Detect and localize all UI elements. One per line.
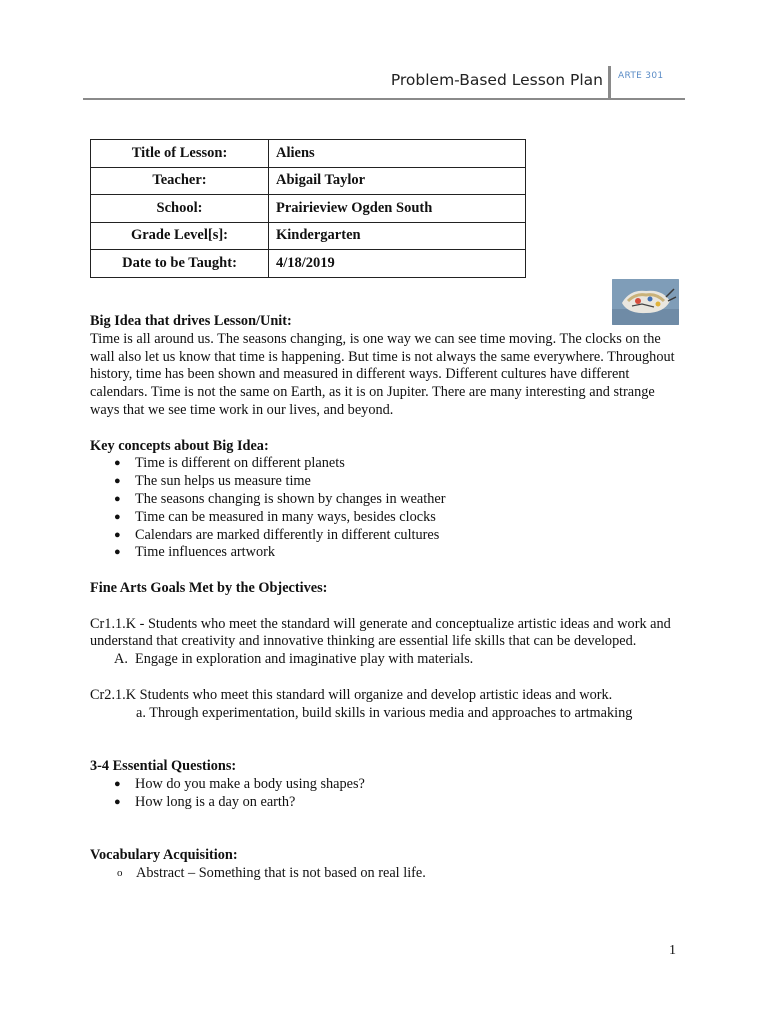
subitem-text: Engage in exploration and imaginative play with materials. bbox=[135, 651, 474, 668]
info-value: 4/18/2019 bbox=[269, 250, 526, 278]
big-idea-text: Time is all around us. The seasons changing, is one way we can see time moving. The clocks on the wall also let us know that time is happening. But time is not always the same everywhere. Throughout history, time has been shown and measured in different ways. Different cultures have different calendars. Time is not the same on Earth, as it is on Jupiter. There are many interesting and strange ways that we see time work in our lives, and beyond. bbox=[90, 330, 675, 418]
standard-cr2-subitem: a. Through experimentation, build skills in various media and approaches to artmaking bbox=[136, 704, 633, 721]
table-row bbox=[91, 250, 526, 278]
info-value: Aliens bbox=[269, 140, 526, 168]
course-code: ARTE 301 bbox=[618, 71, 664, 81]
key-concepts-heading: Key concepts about Big Idea: bbox=[90, 437, 269, 454]
list-item: ● How long is a day on earth? bbox=[114, 794, 680, 812]
info-label: Title of Lesson: bbox=[91, 140, 269, 168]
list-item: ● How do you make a body using shapes? bbox=[114, 776, 680, 794]
essential-questions-heading: 3-4 Essential Questions: bbox=[90, 757, 237, 774]
subitem-marker: A. bbox=[114, 651, 128, 668]
list-item: ● Time can be measured in many ways, besides clocks bbox=[114, 509, 680, 527]
lesson-info-table bbox=[90, 139, 526, 278]
list-item: ● Time influences artwork bbox=[114, 544, 680, 562]
list-item: ● Time is different on different planets bbox=[114, 455, 680, 473]
standard-cr1-subitem bbox=[90, 651, 680, 669]
info-label: School: bbox=[91, 195, 269, 223]
info-label: Date to be Taught: bbox=[91, 250, 269, 278]
page-number: 1 bbox=[669, 943, 676, 958]
table-row bbox=[91, 140, 526, 168]
list-item: ● Calendars are marked differently in different cultures bbox=[114, 527, 680, 545]
vocabulary-list bbox=[90, 865, 680, 883]
list-item: ● The seasons changing is shown by changes in weather bbox=[114, 491, 680, 509]
header-rule bbox=[83, 98, 685, 100]
info-value: Prairieview Ogden South bbox=[269, 195, 526, 223]
vocab-term: Abstract bbox=[136, 864, 185, 881]
info-value: Kindergarten bbox=[269, 222, 526, 250]
list-item bbox=[117, 865, 680, 883]
standard-cr2: Cr2.1.K Students who meet this standard will organize and develop artistic ideas and work. bbox=[90, 686, 613, 703]
info-label: Grade Level[s]: bbox=[91, 222, 269, 250]
key-concepts-list bbox=[90, 455, 680, 562]
big-idea-heading: Big Idea that drives Lesson/Unit: bbox=[90, 313, 292, 329]
table-row bbox=[91, 195, 526, 223]
list-item: ● The sun helps us measure time bbox=[114, 473, 680, 491]
essential-questions-list bbox=[90, 776, 680, 812]
standard-cr1: Cr1.1.K - Students who meet the standard will generate and conceptualize artistic ideas and work and understand that creativity and innovative thinking are essential life skills that can be developed. bbox=[90, 615, 671, 650]
vocabulary-heading: Vocabulary Acquisition: bbox=[90, 846, 238, 863]
fine-arts-heading: Fine Arts Goals Met by the Objectives: bbox=[90, 579, 328, 596]
table-row bbox=[91, 222, 526, 250]
info-value: Abigail Taylor bbox=[269, 167, 526, 195]
header-title: Problem-Based Lesson Plan bbox=[390, 71, 603, 89]
table-row bbox=[91, 167, 526, 195]
info-label: Teacher: bbox=[91, 167, 269, 195]
vocab-definition: Something that is not based on real life. bbox=[198, 864, 426, 881]
header-divider bbox=[608, 66, 611, 98]
vocab-dash: – bbox=[184, 864, 199, 881]
